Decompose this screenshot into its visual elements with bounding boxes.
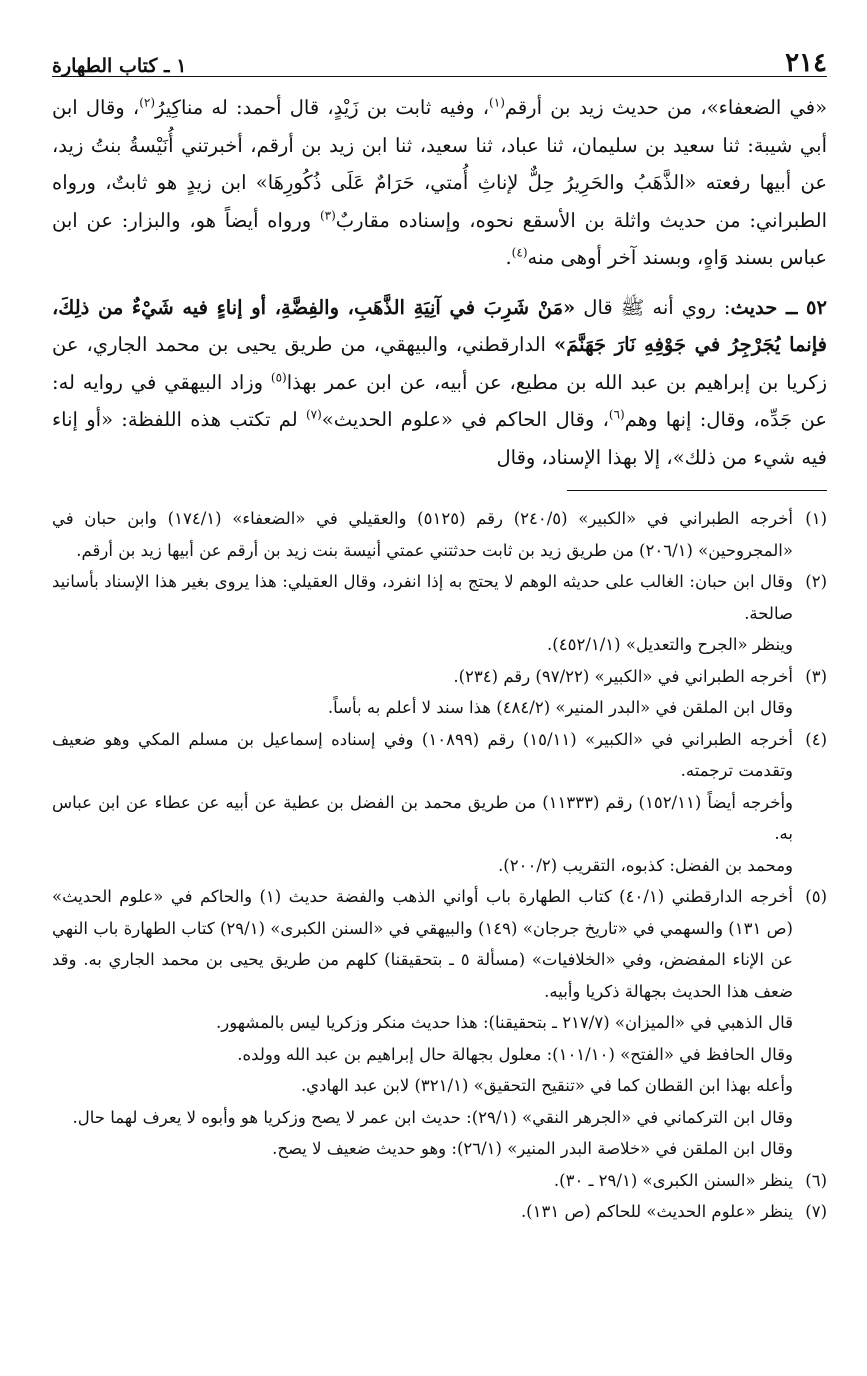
paragraph-2 (52, 289, 827, 477)
footnote-ref: (٦) (608, 407, 625, 422)
footnote-divider (567, 490, 827, 491)
bold-text: ٥٢ ــ حديث (730, 295, 827, 319)
footnote-ref: (١) (489, 95, 505, 110)
bold-text: «مَنْ شَرِبَ في آنِيَةِ الذَّهَبِ، والفِضَّةِ، أو إناءٍ فيه شَيْءٌ من ذلِكَ، فإنما يُجَرْجِرُ في جَوْفِهِ نَارَ جَهَنَّمَ» (52, 295, 827, 356)
text-run: لم تكتب هذه اللفظة: «أو إناء فيه شيء من ذلك»، إلا بهذا الإسناد، وقال (52, 408, 827, 469)
text-run: الدارقطني، والبيهقي، من طريق يحيى بن محمد الجاري، عن زكريا بن إبراهيم بن عبد الله بن مطيع، عن أبيه، عن ابن عمر بهذا (52, 333, 827, 394)
footnote-text: ينظر «السنن الكبرى» (٢٩/١ ـ ٣٠). (553, 1170, 793, 1190)
footnote (52, 881, 827, 1165)
footnote-number: (٣) (805, 666, 827, 686)
footnote-text: وأعله بهذا ابن القطان كما في «تنقيح التحقيق» (٣٢١/١) لابن عبد الهادي. (300, 1076, 793, 1095)
footnote-text: ومحمد بن الفضل: كذبوه، التقريب (٢٠٠/٢). (498, 855, 793, 875)
text-run: ، وفيه ثابت بن زَيْدٍ، قال أحمد: له مناكِيرُ (155, 96, 490, 119)
footnote (52, 1196, 827, 1228)
footnote-number: (١) (805, 509, 827, 528)
footnote-text: وقال ابن التركماني في «الجرهر النقي» (٢٩/١): حديث ابن عمر لا يصح وزكريا هو وأبوه لا يعرف لهما حال. (72, 1107, 793, 1127)
footnote-body (52, 724, 793, 882)
text-run: : روي أنه ﷺ قال (575, 295, 731, 319)
text-run: وزاد البيهقي في روايه له: عن جَدِّه، وقال: إنها وهم (52, 370, 827, 431)
footnote-text: وقال الحافظ في «الفتح» (١٠١/١٠): معلول بجهالة حال إبراهيم بن عبد الله وولده. (237, 1044, 793, 1064)
footnote-text: أخرجه الدارقطني (٤٠/١) كتاب الطهارة باب أواني الذهب والفضة حديث (١) والحاكم في «علوم الحديث» (ص ١٣١) والسهمي في «تاريخ جرجان» (١٤٩) والبيهقي في «السنن الكبرى» (٢٩/١) كتاب الطهارة باب النهي عن الإناء المفضض، وفي «الخلافيات» (مسألة ٥ ـ بتحقيقنا) كلهم من طريق يحيى بن محمد الجاري به. وقد ضعف هذا الحديث بجهالة ذكريا وأبيه. (52, 887, 793, 1001)
footnote-ref: (٢) (139, 95, 156, 110)
footnote-ref: (٣) (319, 208, 336, 222)
footnote-body (52, 1165, 793, 1197)
footnote (52, 566, 827, 661)
footnote-text: قال الذهبي في «الميزان» (٢١٧/٧ ـ بتحقيقنا): هذا حديث منكر وزكريا ليس بالمشهور. (216, 1013, 793, 1032)
footnote-text: وينظر «الجرح والتعديل» (٤٥٢/١/١). (547, 635, 793, 654)
footnote-ref: (٧) (305, 407, 322, 422)
footnote (52, 1165, 827, 1197)
footnote-text: أخرجه الطبراني في «الكبير» (٢٤٠/٥) رقم (٥١٢٥) والعقيلي في «الضعفاء» (١٧٤/١) وابن حبان في «المجروحين» (٢٠٦/١) من طريق زيد بن ثابت حدثتني عمتي أنيسة بنت زيد بن أرقم عن أبيها زيد بن أرقم. (52, 509, 793, 560)
footnote-text: وقال ابن الملقن في «خلاصة البدر المنير» (٢٦/١): وهو حديث ضعيف لا يصح. (272, 1139, 793, 1158)
footnotes (52, 503, 827, 1228)
footnote (52, 661, 827, 724)
footnote-text: وقال ابن حبان: الغالب على حديثه الوهم لا يحتج به إذا انفرد، وقال العقيلي: هذا يروى بغير هذا الإسناد بأسانيد صالحة. (52, 572, 793, 623)
running-title: ١ ـ كتاب الطهارة (52, 55, 187, 77)
page-header (52, 38, 827, 77)
page-number: ٢١٤ (785, 48, 827, 78)
footnote-number: (٤) (805, 729, 827, 749)
footnote-text: ينظر «علوم الحديث» للحاكم (ص ١٣١). (520, 1202, 793, 1221)
main-text (52, 89, 827, 476)
text-run: ، وقال ابن أبي شيبة: ثنا سعيد بن سليمان، ثنا عباد، ثنا سعيد، ثنا ابن زيد بن أرقم، أخبرتني أُنَيْسةُ بنتُ زيد، عن أبيها رفعته «الذَّهَبُ والحَرِيرُ حِلٌّ لإناثِ أُمتي، حَرَامٌ عَلَى ذُكُورِهَا» ابن زيدٍ هو ثابتٌ، ورواه الطبراني: من حديث واثلة بن الأسقع نحوه، وإسناده مقاربٌ (52, 96, 827, 232)
footnote-number: (٧) (805, 1202, 827, 1221)
text-run: ورواه أيضاً هو، والبزار: عن ابن عباس بسند وَاهٍ، وبسند آخر أوهى منه (52, 208, 827, 269)
text-run: «في الضعفاء»، من حديث زيد بن أرقم (504, 96, 827, 119)
footnote-number: (٦) (805, 1170, 827, 1190)
footnote-number: (٢) (805, 572, 827, 591)
footnote-body (52, 661, 793, 724)
footnote-body (52, 881, 793, 1165)
footnote-text: أخرجه الطبراني في «الكبير» (١٥/١١) رقم (١٠٨٩٩) وفي إسناده إسماعيل بن مسلم المكي وهو ضعيف وتقدمت ترجمته. (52, 729, 793, 780)
paragraph-1 (52, 89, 827, 277)
text-run: . (505, 246, 512, 269)
footnote-body (52, 566, 793, 661)
footnote (52, 724, 827, 882)
footnote-text: أخرجه الطبراني في «الكبير» (٩٧/٢٢) رقم (٢٣٤). (453, 666, 793, 686)
footnote-body (52, 503, 793, 566)
text-run: ، وقال الحاكم في «علوم الحديث» (321, 408, 609, 431)
footnote-text: وقال ابن الملقن في «البدر المنير» (٤٨٤/٢) هذا سند لا أعلم به بأساً. (327, 698, 793, 717)
footnote (52, 503, 827, 566)
footnote-ref: (٥) (270, 370, 287, 384)
footnote-body (52, 1196, 793, 1228)
footnote-text: وأخرجه أيضاً (١٥٢/١١) رقم (١١٣٣٣) من طريق محمد بن الفضل بن عطية عن أبيه عن عطاء عن ابن عباس به. (52, 792, 793, 843)
footnote-number: (٥) (805, 887, 827, 906)
footnote-ref: (٤) (511, 245, 528, 260)
